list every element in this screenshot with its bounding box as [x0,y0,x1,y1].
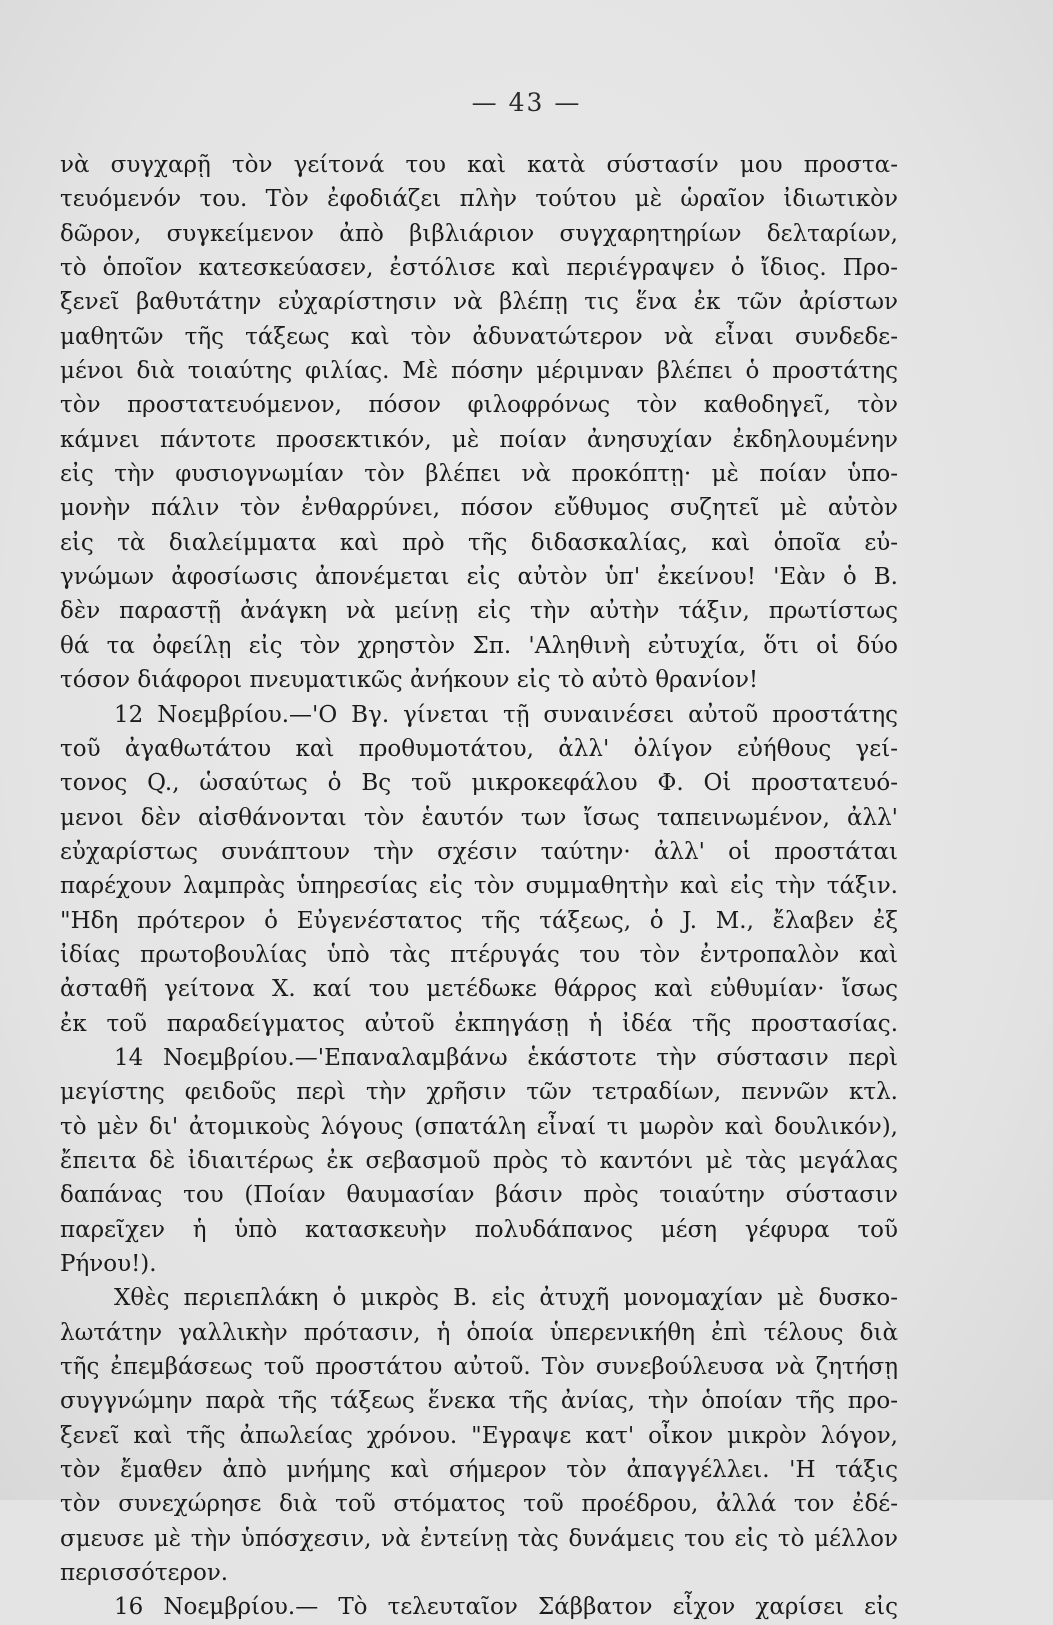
text-line: θά τα ὀφείλῃ εἰς τὸν χρηστὸν Σπ. 'Αληθινὴ εὐτυχία, ὅτι οἱ δύο [60,632,898,659]
text-line: τῆς ἐπεμβάσεως τοῦ προστάτου αὐτοῦ. Τὸν συνεβούλευσα νὰ ζητήσῃ [60,1354,898,1381]
text-line: ξενεῖ βαθυτάτην εὐχαρίστησιν νὰ βλέπῃ τις ἕνα ἐκ τῶν ἀρίστων [60,289,898,316]
text-line: σμευσε μὲ τὴν ὑπόσχεσιν, νὰ ἐντείνῃ τὰς δυνάμεις του εἰς τὸ μέλλον [60,1525,898,1552]
text-line: τοῦ ἀγαθωτάτου καὶ προθυμοτάτου, ἀλλ' ὀλίγον εὐήθους γεί- [60,735,898,762]
text-line: τὸ μὲν δι' ἀτομικοὺς λόγους (σπατάλη εἶναί τι μωρὸν καὶ δουλικόν), [60,1113,898,1140]
text-line: 16 Νοεμβρίου.— Τὸ τελευταῖον Σάββατον εἶχον χαρίσει εἰς [114,1594,898,1621]
text-line: εἰς τὰ διαλείμματα καὶ πρὸ τῆς διδασκαλίας, καὶ ὁποῖα εὐ- [60,529,898,556]
text-line: μεγίστης φειδοῦς περὶ τὴν χρῆσιν τῶν τετραδίων, πεννῶν κτλ. [60,1079,898,1106]
text-line: λωτάτην γαλλικὴν πρότασιν, ἡ ὁποία ὑπερενικήθη ἐπὶ τέλους διὰ [60,1319,898,1346]
text-line: ἐκ τοῦ παραδείγματος αὐτοῦ ἐκπηγάσῃ ἡ ἰδέα τῆς προστασίας. [60,1010,898,1037]
text-line: ἔπειτα δὲ ἰδιαιτέρως ἐκ σεβασμοῦ πρὸς τὸ καντόνι μὲ τὰς μεγάλας [60,1147,898,1174]
text-line: τονος Q., ὡσαύτως ὁ Βς τοῦ μικροκεφάλου Φ. Οἱ προστατευό- [60,770,898,797]
text-line: ἀσταθῆ γείτονα Χ. καί του μετέδωκε θάρρος καὶ εὐθυμίαν· ἴσως [60,976,898,1003]
page-number: — 43 — [471,88,582,117]
text-line: δαπάνας του (Ποίαν θαυμασίαν βάσιν πρὸς τοιαύτην σύστασιν [60,1182,898,1209]
text-line: περισσότερον. [60,1560,229,1587]
text-line: παρέχουν λαμπρὰς ὑπηρεσίας εἰς τὸν συμμαθητὴν καὶ εἰς τὴν τάξιν. [60,873,898,900]
text-line: παρεῖχεν ἡ ὑπὸ κατασκευὴν πολυδάπανος μέση γέφυρα τοῦ [60,1216,898,1243]
text-line: τὸν ἔμαθεν ἀπὸ μνήμης καὶ σήμερον τὸν ἀπαγγέλλει. 'Η τάξις [60,1457,898,1484]
text-line: ξενεῖ καὶ τῆς ἀπωλείας χρόνου. "Εγραψε κατ' οἶκον μικρὸν λόγον, [60,1422,898,1449]
text-line: "Ηδη πρότερον ὁ Εὐγενέστατος τῆς τάξεως, ὁ J. Μ., ἔλαβεν ἐξ [60,907,898,934]
text-line: δὲν παραστῇ ἀνάγκη νὰ μείνῃ εἰς τὴν αὐτὴν τάξιν, πρωτίστως [60,598,898,625]
text-line: δῶρον, συγκείμενον ἀπὸ βιβλιάριον συγχαρητηρίων δελταρίων, [60,220,898,247]
text-line: Χθὲς περιεπλάκη ὁ μικρὸς Β. εἰς ἀτυχῆ μονομαχίαν μὲ δυσκο- [114,1285,898,1312]
text-line: τὸν συνεχώρησε διὰ τοῦ στόματος τοῦ προέδρου, ἀλλά τον ἐδέ- [60,1491,898,1518]
text-line: μένοι διὰ τοιαύτης φιλίας. Μὲ πόσην μέριμναν βλέπει ὁ προστάτης [60,358,898,385]
text-line: γνώμων ἀφοσίωσις ἀπονέμεται εἰς αὐτὸν ὑπ' ἐκείνου! 'Εὰν ὁ Β. [60,564,898,591]
text-line: Ρήνου!). [60,1251,157,1277]
text-line: συγγνώμην παρὰ τῆς τάξεως ἕνεκα τῆς ἀνίας, τὴν ὁποίαν τῆς προ- [60,1388,898,1415]
text-line: μενοι δὲν αἰσθάνονται τὸν ἑαυτόν των ἴσως ταπεινωμένον, ἀλλ' [60,804,898,831]
text-line: κάμνει πάντοτε προσεκτικόν, μὲ ποίαν ἀνησυχίαν ἐκδηλουμένην [60,426,898,453]
text-line: μαθητῶν τῆς τάξεως καὶ τὸν ἀδυνατώτερον νὰ εἶναι συνδεδε- [60,323,898,350]
body-text [60,148,898,1625]
text-line: νὰ συγχαρῇ τὸν γείτονά του καὶ κατὰ σύστασίν μου προστα- [60,152,898,178]
text-line: εἰς τὴν φυσιογνωμίαν τὸν βλέπει νὰ προκόπτῃ· μὲ ποίαν ὑπο- [60,461,898,488]
text-line: εὐχαρίστως συνάπτουν τὴν σχέσιν ταύτην· ἀλλ' οἱ προστάται [60,838,898,865]
text-line: τὸν προστατευόμενον, πόσον φιλοφρόνως τὸν καθοδηγεῖ, τὸν [60,392,898,419]
text-line: τὸ ὁποῖον κατεσκεύασεν, ἐστόλισε καὶ περιέγραψεν ὁ ἴδιος. Προ- [60,255,898,282]
text-line: 14 Νοεμβρίου.—'Επαναλαμβάνω ἑκάστοτε τὴν σύστασιν περὶ [114,1044,898,1071]
text-line: 12 Νοεμβρίου.—'Ο Βγ. γίνεται τῇ συναινέσει αὐτοῦ προστάτης [114,701,898,728]
text-line: τόσον διάφοροι πνευματικῶς ἀνήκουν εἰς τὸ αὐτὸ θρανίον! [60,667,759,694]
text-line: ἰδίας πρωτοβουλίας ὑπὸ τὰς πτέρυγάς του τὸν ἐντροπαλὸν καὶ [60,941,898,968]
text-line: μονὴν πάλιν τὸν ἐνθαρρύνει, πόσον εὔθυμος συζητεῖ μὲ αὐτὸν [60,495,898,522]
text-line: τευόμενόν του. Τὸν ἐφοδιάζει πλὴν τούτου μὲ ὡραῖον ἰδιωτικὸν [60,186,898,213]
